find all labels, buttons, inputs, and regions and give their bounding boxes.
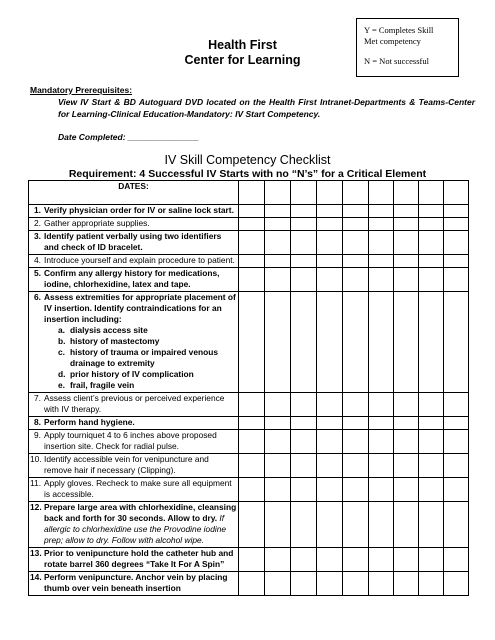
item-number: 3. (34, 231, 41, 241)
check-cell[interactable] (265, 292, 291, 393)
check-cell[interactable] (291, 502, 317, 548)
check-cell[interactable] (239, 572, 265, 596)
check-cell[interactable] (265, 417, 291, 430)
table-row (29, 502, 469, 548)
check-cell[interactable] (419, 572, 444, 596)
item-text: Prior to venipuncture hold the catheter hub and rotate barrel 360 degrees “Take It For A Spin” (44, 548, 234, 569)
table-row (29, 255, 469, 268)
item-number: 5. (34, 268, 41, 278)
sub-item (30, 347, 237, 369)
date-cell[interactable] (291, 181, 317, 205)
sub-item (30, 380, 237, 391)
date-cell[interactable] (419, 181, 444, 205)
item-text: Identify patient verbally using two identifiers and check of ID bracelet. (44, 231, 222, 252)
check-cell[interactable] (369, 417, 394, 430)
check-cell[interactable] (343, 430, 369, 454)
check-cell[interactable] (291, 218, 317, 231)
task-cell (29, 548, 239, 572)
date-cell[interactable] (343, 181, 369, 205)
check-cell[interactable] (444, 292, 469, 393)
check-cell[interactable] (419, 478, 444, 502)
check-cell[interactable] (265, 255, 291, 268)
item-number: 6. (34, 292, 41, 302)
check-cell[interactable] (394, 417, 419, 430)
item-number: 12. (30, 502, 42, 512)
check-cell[interactable] (394, 268, 419, 292)
check-cell[interactable] (343, 572, 369, 596)
check-cell[interactable] (419, 218, 444, 231)
check-cell[interactable] (444, 454, 469, 478)
title-line-2: Center for Learning (184, 53, 301, 67)
prerequisites-text: View IV Start & BD Autoguard DVD located on the Health First Intranet-Departments & Teams-Center for Learning-Clinical Education-Mandatory: IV Start Competency. (58, 97, 475, 119)
check-cell[interactable] (369, 572, 394, 596)
check-cell[interactable] (239, 268, 265, 292)
check-cell[interactable] (444, 205, 469, 218)
table-row (29, 231, 469, 255)
check-cell[interactable] (343, 231, 369, 255)
sub-item-text: history of trauma or impaired venous drainage to extremity (70, 347, 218, 368)
check-cell[interactable] (265, 218, 291, 231)
check-cell[interactable] (317, 231, 343, 255)
item-text: Gather appropriate supplies. (44, 218, 150, 228)
sub-item-letter: e. (58, 380, 65, 390)
date-cell[interactable] (239, 181, 265, 205)
sub-item (30, 336, 237, 347)
check-cell[interactable] (317, 548, 343, 572)
check-cell[interactable] (369, 393, 394, 417)
sub-item-letter: a. (58, 325, 65, 335)
checklist-requirement: Requirement: 4 Successful IV Starts with no “N’s” for a Critical Element (68, 168, 427, 180)
check-cell[interactable] (394, 502, 419, 548)
sub-item (30, 325, 237, 336)
item-text: Perform venipuncture. Anchor vein by placing thumb over vein beneath insertion (44, 572, 228, 593)
sub-item-text: prior history of IV complication (70, 369, 194, 379)
check-cell[interactable] (444, 417, 469, 430)
check-cell[interactable] (419, 417, 444, 430)
check-cell[interactable] (444, 548, 469, 572)
item-text-bold: Prepare large area with chlorhexidine, cleansing back and forth for 30 seconds. Allow to dry. (44, 502, 237, 523)
check-cell[interactable] (239, 393, 265, 417)
prerequisites-section (30, 84, 475, 143)
check-cell[interactable] (265, 231, 291, 255)
check-cell[interactable] (317, 393, 343, 417)
sub-item-letter: d. (58, 369, 66, 379)
check-cell[interactable] (265, 572, 291, 596)
title-line-1: Health First (208, 38, 277, 52)
check-cell[interactable] (317, 417, 343, 430)
date-cell[interactable] (369, 181, 394, 205)
check-cell[interactable] (369, 218, 394, 231)
check-cell[interactable] (419, 548, 444, 572)
task-cell (29, 292, 239, 393)
check-cell[interactable] (265, 548, 291, 572)
check-cell[interactable] (343, 255, 369, 268)
check-cell[interactable] (291, 205, 317, 218)
check-cell[interactable] (265, 268, 291, 292)
check-cell[interactable] (265, 205, 291, 218)
sub-item (30, 369, 237, 380)
check-cell[interactable] (394, 393, 419, 417)
item-number: 8. (34, 417, 41, 427)
check-cell[interactable] (291, 454, 317, 478)
task-cell (29, 454, 239, 478)
check-cell[interactable] (419, 393, 444, 417)
check-cell[interactable] (419, 292, 444, 393)
task-cell (29, 255, 239, 268)
check-cell[interactable] (239, 502, 265, 548)
task-cell (29, 393, 239, 417)
item-number: 14. (30, 572, 42, 582)
check-cell[interactable] (419, 454, 444, 478)
checklist-title: IV Skill Competency Checklist (164, 153, 331, 167)
item-text: Verify physician order for IV or saline lock start. (44, 205, 234, 215)
date-cell[interactable] (317, 181, 343, 205)
item-text: Perform hand hygiene. (44, 417, 135, 427)
check-cell[interactable] (239, 218, 265, 231)
check-cell[interactable] (291, 255, 317, 268)
check-cell[interactable] (419, 255, 444, 268)
date-completed-field: Date Completed: _______________ (58, 132, 199, 142)
check-cell[interactable] (343, 548, 369, 572)
check-cell[interactable] (265, 502, 291, 548)
item-text: Assess client’s previous or perceived experience with IV therapy. (44, 393, 225, 414)
item-number: 9. (34, 430, 41, 440)
check-cell[interactable] (343, 218, 369, 231)
check-cell[interactable] (291, 478, 317, 502)
date-cell[interactable] (265, 181, 291, 205)
table-row (29, 548, 469, 572)
item-text (44, 502, 237, 546)
check-cell[interactable] (419, 268, 444, 292)
item-text: Confirm any allergy history for medications, iodine, chlorhexidine, latex and tape. (44, 268, 220, 289)
legend-n-line: N = Not successful (364, 56, 429, 66)
legend-box (356, 18, 459, 77)
check-cell[interactable] (369, 268, 394, 292)
check-cell[interactable] (317, 502, 343, 548)
check-cell[interactable] (343, 205, 369, 218)
check-cell[interactable] (369, 255, 394, 268)
sub-item-letter: b. (58, 336, 66, 346)
check-cell[interactable] (394, 572, 419, 596)
table-row (29, 430, 469, 454)
check-cell[interactable] (317, 205, 343, 218)
check-cell[interactable] (419, 430, 444, 454)
check-cell[interactable] (265, 478, 291, 502)
table-row (29, 268, 469, 292)
check-cell[interactable] (317, 454, 343, 478)
check-cell[interactable] (343, 417, 369, 430)
table-row (29, 572, 469, 596)
check-cell[interactable] (444, 218, 469, 231)
dates-label: DATES: (29, 181, 239, 205)
item-number: 13. (30, 548, 42, 558)
check-cell[interactable] (317, 268, 343, 292)
check-cell[interactable] (369, 454, 394, 478)
table-row (29, 218, 469, 231)
check-cell[interactable] (394, 292, 419, 393)
prerequisites-heading: Mandatory Prerequisites: (30, 85, 133, 95)
check-cell[interactable] (369, 548, 394, 572)
legend-y-line-2: Met competency (364, 36, 421, 46)
task-cell (29, 205, 239, 218)
check-cell[interactable] (239, 548, 265, 572)
check-cell[interactable] (291, 548, 317, 572)
task-cell (29, 430, 239, 454)
task-cell (29, 478, 239, 502)
check-cell[interactable] (291, 231, 317, 255)
sub-item-text: frail, fragile vein (70, 380, 135, 390)
check-cell[interactable] (444, 231, 469, 255)
check-cell[interactable] (343, 502, 369, 548)
check-cell[interactable] (444, 572, 469, 596)
check-cell[interactable] (343, 478, 369, 502)
item-text: Apply gloves. Recheck to make sure all equipment is accessible. (44, 478, 232, 499)
check-cell[interactable] (444, 393, 469, 417)
item-number: 7. (34, 393, 41, 403)
check-cell[interactable] (419, 205, 444, 218)
item-number: 11. (30, 478, 42, 488)
check-cell[interactable] (369, 231, 394, 255)
check-cell[interactable] (394, 218, 419, 231)
check-cell[interactable] (343, 393, 369, 417)
checklist-table (28, 180, 469, 596)
check-cell[interactable] (369, 430, 394, 454)
table-row (29, 454, 469, 478)
task-cell (29, 502, 239, 548)
item-text-italic: If allergic to chlorhexidine use the Provodine iodine prep; allow to dry. Follow with alcohol wipe. (44, 513, 227, 545)
table-row (29, 393, 469, 417)
check-cell[interactable] (239, 478, 265, 502)
check-cell[interactable] (369, 478, 394, 502)
check-cell[interactable] (394, 430, 419, 454)
task-cell (29, 268, 239, 292)
check-cell[interactable] (394, 548, 419, 572)
check-cell[interactable] (394, 478, 419, 502)
check-cell[interactable] (444, 502, 469, 548)
check-cell[interactable] (291, 393, 317, 417)
check-cell[interactable] (265, 393, 291, 417)
check-cell[interactable] (343, 454, 369, 478)
check-cell[interactable] (291, 268, 317, 292)
check-cell[interactable] (317, 292, 343, 393)
dates-row (29, 181, 469, 205)
date-cell[interactable] (394, 181, 419, 205)
page-title (140, 38, 345, 68)
sub-item-letter: c. (58, 347, 65, 357)
check-cell[interactable] (239, 430, 265, 454)
check-cell[interactable] (394, 205, 419, 218)
item-number: 1. (34, 205, 41, 215)
check-cell[interactable] (317, 572, 343, 596)
check-cell[interactable] (343, 268, 369, 292)
table-row (29, 205, 469, 218)
check-cell[interactable] (369, 502, 394, 548)
task-cell (29, 572, 239, 596)
item-text: Identify accessible vein for venipuncture and remove hair if necessary (Clipping). (44, 454, 209, 475)
check-cell[interactable] (444, 478, 469, 502)
check-cell[interactable] (239, 231, 265, 255)
sub-item-text: history of mastectomy (70, 336, 160, 346)
item-number: 2. (34, 218, 41, 228)
table-row (29, 478, 469, 502)
check-cell[interactable] (317, 255, 343, 268)
check-cell[interactable] (317, 478, 343, 502)
check-cell[interactable] (291, 417, 317, 430)
check-cell[interactable] (239, 292, 265, 393)
check-cell[interactable] (239, 255, 265, 268)
item-text: Apply tourniquet 4 to 6 inches above proposed insertion site. Check for radial pulse. (44, 430, 217, 451)
check-cell[interactable] (239, 454, 265, 478)
item-number: 4. (34, 255, 41, 265)
check-cell[interactable] (265, 454, 291, 478)
check-cell[interactable] (369, 292, 394, 393)
check-cell[interactable] (317, 430, 343, 454)
check-cell[interactable] (291, 292, 317, 393)
check-cell[interactable] (265, 430, 291, 454)
task-cell (29, 218, 239, 231)
check-cell[interactable] (291, 430, 317, 454)
check-cell[interactable] (394, 255, 419, 268)
check-cell[interactable] (239, 205, 265, 218)
date-cell[interactable] (444, 181, 469, 205)
table-row (29, 417, 469, 430)
item-text: Assess extremities for appropriate placement of IV insertion. Identify contraindications for an insertion including: (44, 292, 236, 324)
item-text: Introduce yourself and explain procedure to patient. (44, 255, 235, 265)
check-cell[interactable] (444, 268, 469, 292)
check-cell[interactable] (369, 205, 394, 218)
task-cell (29, 417, 239, 430)
check-cell[interactable] (343, 292, 369, 393)
legend-y-line-1: Y = Completes Skill (364, 25, 434, 35)
check-cell[interactable] (291, 572, 317, 596)
check-cell[interactable] (239, 417, 265, 430)
check-cell[interactable] (317, 218, 343, 231)
table-row (29, 292, 469, 393)
sub-item-text: dialysis access site (70, 325, 148, 335)
check-cell[interactable] (444, 430, 469, 454)
task-cell (29, 231, 239, 255)
check-cell[interactable] (419, 502, 444, 548)
check-cell[interactable] (394, 231, 419, 255)
check-cell[interactable] (444, 255, 469, 268)
check-cell[interactable] (394, 454, 419, 478)
item-number: 10. (30, 454, 42, 464)
check-cell[interactable] (419, 231, 444, 255)
